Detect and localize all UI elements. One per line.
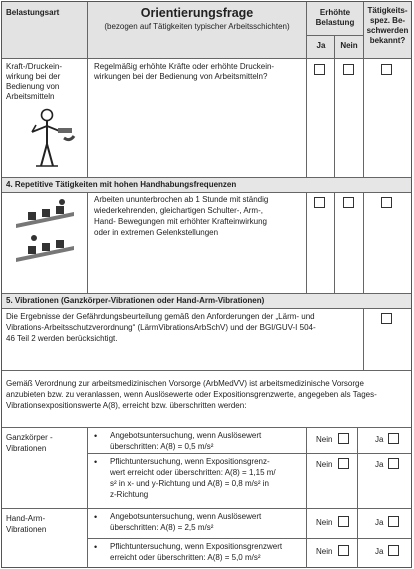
header-bekannt: bekannt?	[369, 36, 406, 45]
gk-item-2-line-2: wert erreicht oder überschritten: A(8) = 1,15 m/	[110, 468, 276, 477]
gk-item-2-line-4: z-Richtung	[110, 490, 149, 499]
gk-item-2-line-1: Pflichtuntersuchung, wenn Expositionsgrenz-	[110, 457, 270, 466]
repetitive-ja-checkbox[interactable]	[314, 197, 325, 208]
force-ja-checkbox[interactable]	[314, 64, 325, 75]
ha-1-ja-label: Ja	[375, 518, 384, 527]
force-label-line-4: Arbeitsmitteln	[6, 92, 55, 101]
ha-item-2-line-1: Pflichtuntersuchung, wenn Expositionsgrenzwert	[110, 542, 283, 551]
gk-item-1-line-2: überschritten: A(8) = 0,5 m/s²	[110, 442, 214, 451]
bullet: •	[94, 542, 98, 552]
force-beschwerden-checkbox[interactable]	[381, 64, 392, 75]
ha-item-2-line-2: erreicht oder überschritten: A(8) = 5,0 m/s²	[110, 553, 261, 562]
section-5-text-line-1: Die Ergebnisse der Gefährdungsbeurteilung gemäß den Anforderungen der „Lärm- und	[6, 312, 315, 321]
ganzkoerper-label-line-2: Vibrationen	[6, 444, 47, 453]
checklist-page	[1, 1, 412, 568]
force-label-line-1: Kraft-/Druckein-	[6, 62, 63, 71]
intro-line-1: Gemäß Verordnung zur arbeitsmedizinischen Vorsorge (ArbMedVV) ist arbeitsmedizinische Vorsorge	[6, 379, 364, 388]
intro-line-2: anzubieten bzw. zu veranlassen, wenn Auslösewerte oder Expositionsgrenzwerte, angegeben als Tages-	[6, 390, 377, 399]
force-label-line-3: Bedienung von	[6, 82, 60, 91]
ha-item-1-line-2: überschritten: A(8) = 2,5 m/s²	[110, 523, 214, 532]
ha-1-nein-checkbox[interactable]	[338, 516, 349, 527]
gk-item-2-line-3: s² in x- und y-Richtung und A(8) = 0,8 m/s² in	[110, 479, 269, 488]
header-belastung: Belastung	[315, 18, 355, 27]
header-nein: Nein	[340, 41, 358, 50]
gk-1-nein-label: Nein	[316, 435, 333, 444]
force-question-line-1: Regelmäßig erhöhte Kräfte oder erhöhte Druckein-	[94, 62, 275, 71]
gk-1-nein-checkbox[interactable]	[338, 433, 349, 444]
repetitive-handling-icon	[14, 198, 80, 266]
ha-2-nein-checkbox[interactable]	[338, 545, 349, 556]
bullet: •	[94, 512, 98, 522]
intro-line-3: Vibrationsexpositionswerte A(8), erreicht bzw. überschritten werden:	[6, 401, 247, 410]
section-4-text-line-4: oder in extremen Gelenkstellungen	[94, 228, 219, 237]
section-4-text-line-1: Arbeiten ununterbrochen ab 1 Stunde mit ständig	[94, 195, 269, 204]
ha-1-nein-label: Nein	[316, 518, 333, 527]
ganzkoerper-label-line-1: Ganzkörper -	[6, 433, 53, 442]
header-spez: spez. Be-	[369, 16, 406, 25]
force-label-line-2: wirkung bei der	[6, 72, 61, 81]
header-col-belastungsart: Belastungsart	[6, 8, 60, 17]
ha-2-nein-label: Nein	[316, 547, 333, 556]
gk-2-nein-label: Nein	[316, 460, 333, 469]
repetitive-nein-checkbox[interactable]	[343, 197, 354, 208]
header-title: Orientierungsfrage	[140, 6, 254, 20]
handarm-label-line-1: Hand-Arm-	[6, 514, 46, 523]
ha-2-ja-label: Ja	[375, 547, 384, 556]
gk-1-ja-label: Ja	[375, 435, 384, 444]
section-4-text-line-2: wiederkehrenden, gleichartigen Schulter-, Arm-,	[94, 206, 263, 215]
bullet: •	[94, 457, 98, 467]
handarm-label-line-2: Vibrationen	[6, 525, 47, 534]
ha-1-ja-checkbox[interactable]	[388, 516, 399, 527]
section-5-title: 5. Vibrationen (Ganzkörper-Vibrationen oder Hand-Arm-Vibrationen)	[6, 296, 265, 305]
gk-2-ja-label: Ja	[375, 460, 384, 469]
force-nein-checkbox[interactable]	[343, 64, 354, 75]
section-4-text-line-3: Hand- Bewegungen mit erhöhter Krafteinwirkung	[94, 217, 267, 226]
header-erhoehte: Erhöhte	[319, 8, 351, 17]
section-5-text-line-2: Vibrations-Arbeitsschutzverordnung“ (LärmVibrationsArbSchV) und der BGI/GUV-I 504-	[6, 323, 316, 332]
header-subtitle: (bezogen auf Tätigkeiten typischer Arbeitsschichten)	[104, 22, 290, 31]
person-pushing-tool-icon	[14, 108, 80, 174]
header-ja: Ja	[316, 41, 326, 50]
section-5-text-line-3: 46 Teil 2 werden berücksichtigt.	[6, 334, 118, 343]
ha-item-1-line-1: Angebotsuntersuchung, wenn Auslösewert	[110, 512, 262, 521]
gk-2-ja-checkbox[interactable]	[388, 458, 399, 469]
header-schwerden: schwerden	[366, 26, 409, 35]
header-taetigkeits: Tätigkeits-	[367, 6, 408, 15]
gk-item-1-line-1: Angebotsuntersuchung, wenn Auslösewert	[110, 431, 262, 440]
ha-2-ja-checkbox[interactable]	[388, 545, 399, 556]
vibration-beschwerden-checkbox[interactable]	[381, 313, 392, 324]
repetitive-beschwerden-checkbox[interactable]	[381, 197, 392, 208]
gk-2-nein-checkbox[interactable]	[338, 458, 349, 469]
force-question-line-2: wirkungen bei der Bedienung von Arbeitsmitteln?	[94, 72, 268, 81]
gk-1-ja-checkbox[interactable]	[388, 433, 399, 444]
bullet: •	[94, 431, 98, 441]
section-4-title: 4. Repetitive Tätigkeiten mit hohen Handhabungsfrequenzen	[6, 180, 237, 189]
